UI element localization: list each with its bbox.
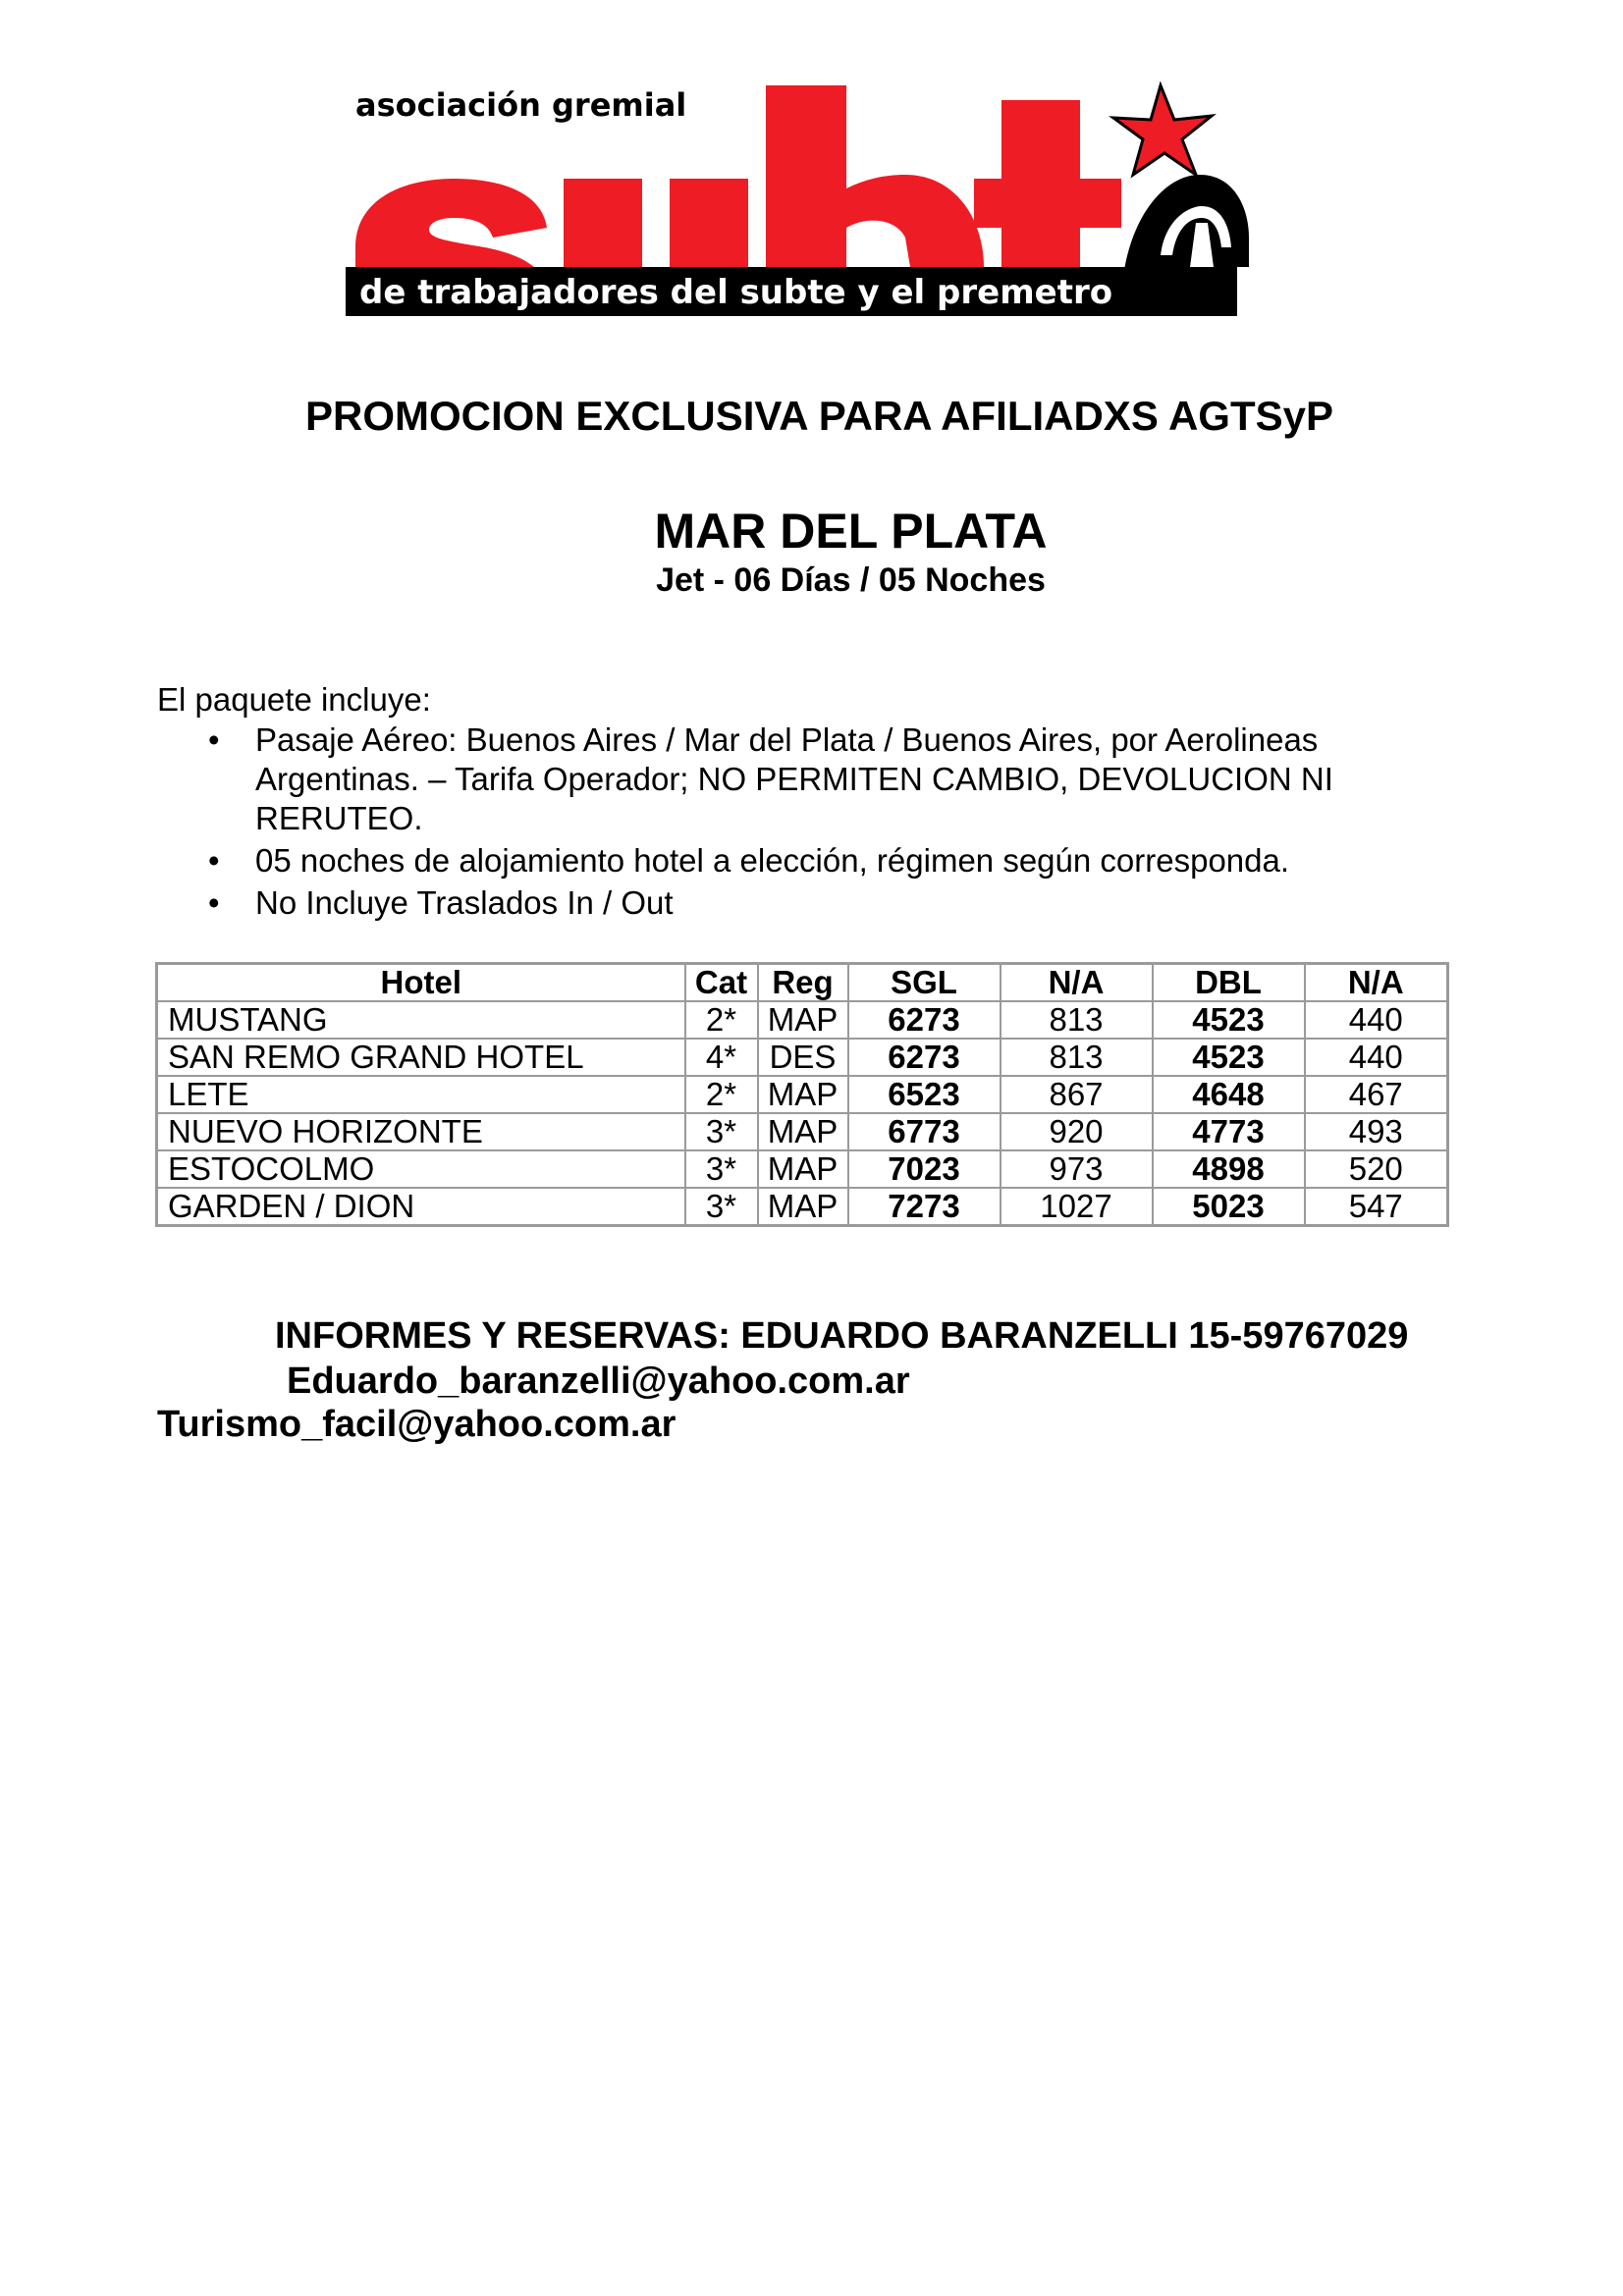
bullet-icon: • — [208, 884, 220, 921]
bullet-icon: • — [208, 842, 220, 879]
table-row — [157, 1188, 1448, 1226]
price-sgl: 6273 — [848, 1001, 1001, 1039]
table-row — [157, 1113, 1448, 1150]
price-na-dbl: 467 — [1305, 1076, 1448, 1113]
hotel-category: 3* — [685, 1188, 758, 1226]
destination-title: MAR DEL PLATA — [654, 504, 1048, 559]
hotel-name: GARDEN / DION — [157, 1188, 685, 1226]
price-na-sgl: 813 — [1001, 1039, 1153, 1076]
contact-info: INFORMES Y RESERVAS: EDUARDO BARANZELLI 15-59767029 — [275, 1315, 1409, 1357]
price-na-dbl: 440 — [1305, 1001, 1448, 1039]
duration-subtitle: Jet - 06 Días / 05 Noches — [656, 561, 1046, 599]
list-item-text: No Incluye Traslados In / Out — [255, 884, 674, 921]
col-header-dbl: DBL — [1153, 964, 1305, 1002]
hotel-regime: DES — [758, 1039, 848, 1076]
star-icon — [1113, 85, 1212, 175]
price-sgl: 6273 — [848, 1039, 1001, 1076]
table-header-row — [157, 964, 1448, 1002]
hotel-regime: MAP — [758, 1001, 848, 1039]
list-item — [157, 841, 1404, 881]
hotel-category: 3* — [685, 1150, 758, 1188]
price-sgl: 7023 — [848, 1150, 1001, 1188]
bullet-icon: • — [208, 721, 220, 758]
hotel-category: 3* — [685, 1113, 758, 1150]
logo-top-text: asociación gremial — [355, 86, 687, 124]
col-header-reg: Reg — [758, 964, 848, 1002]
col-header-sgl: SGL — [848, 964, 1001, 1002]
hotel-category: 4* — [685, 1039, 758, 1076]
price-na-sgl: 813 — [1001, 1001, 1153, 1039]
hotel-regime: MAP — [758, 1150, 848, 1188]
contact-email-1: Eduardo_baranzelli@yahoo.com.ar — [287, 1361, 910, 1402]
hotel-regime: MAP — [758, 1113, 848, 1150]
price-na-sgl: 920 — [1001, 1113, 1153, 1150]
list-item-text: Pasaje Aéreo: Buenos Aires / Mar del Plata / Buenos Aires, por Aerolineas Argentinas. – Tarifa Operador; NO PERMITEN CAMBIO, DEVOLUCION NI RERUTEO. — [255, 721, 1333, 836]
price-sgl: 7273 — [848, 1188, 1001, 1226]
list-item — [157, 883, 1404, 923]
price-na-sgl: 973 — [1001, 1150, 1153, 1188]
col-header-na-dbl: N/A — [1305, 964, 1448, 1002]
hotel-name: SAN REMO GRAND HOTEL — [157, 1039, 685, 1076]
table-row — [157, 1039, 1448, 1076]
price-dbl: 5023 — [1153, 1188, 1305, 1226]
contact-email-2: Turismo_facil@yahoo.com.ar — [157, 1404, 676, 1445]
hotel-price-table — [155, 962, 1449, 1227]
price-dbl: 4523 — [1153, 1001, 1305, 1039]
logo-bottom-text: de trabajadores del subte y el premetro — [359, 273, 1113, 312]
hotel-regime: MAP — [758, 1076, 848, 1113]
hotel-category: 2* — [685, 1076, 758, 1113]
list-item — [157, 721, 1404, 838]
table-row — [157, 1150, 1448, 1188]
table-row — [157, 1001, 1448, 1039]
hotel-regime: MAP — [758, 1188, 848, 1226]
price-sgl: 6523 — [848, 1076, 1001, 1113]
col-header-cat: Cat — [685, 964, 758, 1002]
price-na-dbl: 440 — [1305, 1039, 1448, 1076]
price-na-dbl: 520 — [1305, 1150, 1448, 1188]
hotel-category: 2* — [685, 1001, 758, 1039]
table-row — [157, 1076, 1448, 1113]
hotel-name: ESTOCOLMO — [157, 1150, 685, 1188]
price-dbl: 4773 — [1153, 1113, 1305, 1150]
includes-title: El paquete incluye: — [157, 681, 431, 718]
hotel-name: MUSTANG — [157, 1001, 685, 1039]
price-na-dbl: 547 — [1305, 1188, 1448, 1226]
price-na-sgl: 1027 — [1001, 1188, 1153, 1226]
price-sgl: 6773 — [848, 1113, 1001, 1150]
price-na-dbl: 493 — [1305, 1113, 1448, 1150]
price-dbl: 4648 — [1153, 1076, 1305, 1113]
list-item-text: 05 noches de alojamiento hotel a elección, régimen según corresponda. — [255, 842, 1290, 879]
union-logo — [346, 80, 1249, 318]
price-dbl: 4898 — [1153, 1150, 1305, 1188]
col-header-na-sgl: N/A — [1001, 964, 1153, 1002]
col-header-hotel: Hotel — [157, 964, 685, 1002]
price-na-sgl: 867 — [1001, 1076, 1153, 1113]
promo-title: PROMOCION EXCLUSIVA PARA AFILIADXS AGTSyP — [305, 393, 1333, 439]
includes-list — [157, 721, 1404, 926]
price-dbl: 4523 — [1153, 1039, 1305, 1076]
hotel-name: NUEVO HORIZONTE — [157, 1113, 685, 1150]
hotel-name: LETE — [157, 1076, 685, 1113]
